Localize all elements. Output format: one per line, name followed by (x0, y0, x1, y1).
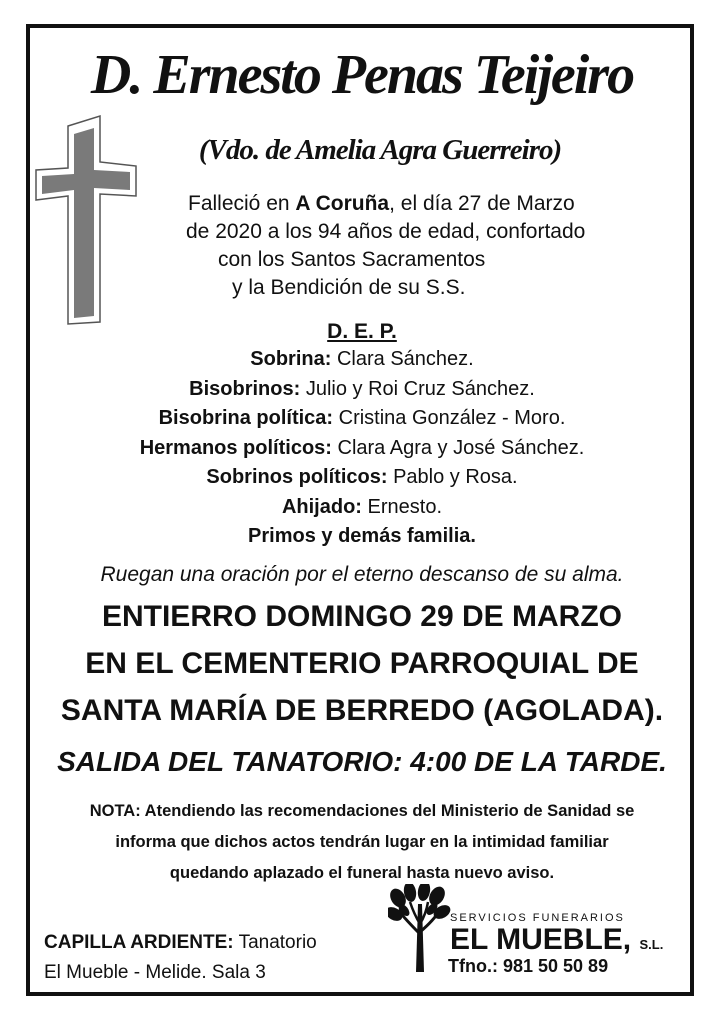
cross-icon (34, 114, 140, 326)
intro-line-3: con los Santos Sacramentos (218, 248, 486, 271)
death-announcement (150, 190, 640, 302)
dep-heading: D. E. P. (327, 320, 397, 343)
tree-logo-icon (388, 884, 454, 976)
family-row: Ahijado: Ernesto. (281, 495, 443, 518)
widower-of: (Vdo. de Amelia Agra Guerreiro) (198, 134, 562, 166)
other-family: Primos y demás familia. (248, 525, 476, 547)
family-row: Sobrina: Clara Sánchez. (250, 348, 474, 370)
logo-phone: Tfno.: 981 50 50 89 (448, 956, 609, 976)
burial-line-1: ENTIERRO DOMINGO 29 DE MARZO (101, 600, 623, 633)
intro-line-1: Falleció en A Coruña, el día 27 de Marzo (188, 192, 575, 215)
nota-line-1: NOTA: Atendiendo las recomendaciones del Ministerio de Sanidad se (89, 802, 635, 820)
departure-time: SALIDA DEL TANATORIO: 4:00 DE LA TARDE. (57, 746, 667, 777)
logo-tagline: SERVICIOS FUNERARIOS (450, 912, 625, 924)
funeral-home-logo (388, 884, 668, 984)
deceased-name: D. Ernesto Penas Teijeiro (90, 44, 634, 106)
burial-line-2: EN EL CEMENTERIO PARROQUIAL DE (85, 647, 639, 680)
nota-notice (40, 796, 684, 889)
family-row: Bisobrina política: Cristina González - Moro. (158, 407, 566, 429)
place-of-death: A Coruña (295, 192, 390, 215)
nota-line-3: quedando aplazado el funeral hasta nuevo aviso. (169, 864, 555, 882)
nota-line-2: informa que dichos actos tendrán lugar en la intimidad familiar (115, 833, 609, 851)
chapel-info (44, 928, 317, 988)
family-row: Hermanos políticos: Clara Agra y José Sánchez. (139, 436, 585, 459)
family-list (0, 345, 724, 552)
chapel-line-1: CAPILLA ARDIENTE: Tanatorio (44, 932, 317, 953)
burial-line-3: SANTA MARÍA DE BERREDO (AGOLADA). (60, 694, 664, 727)
prayer-request: Ruegan una oración por el eterno descanso de su alma. (100, 563, 624, 586)
intro-line-4: y la Bendición de su S.S. (232, 276, 466, 299)
burial-info (0, 593, 724, 734)
logo-company-name: EL MUEBLE, S.L. (450, 923, 664, 956)
intro-line-2: de 2020 a los 94 años de edad, confortado (186, 220, 586, 243)
family-row: Sobrinos políticos: Pablo y Rosa. (206, 466, 518, 488)
chapel-line-2: El Mueble - Melide. Sala 3 (44, 962, 266, 983)
family-row: Bisobrinos: Julio y Roi Cruz Sánchez. (189, 377, 535, 400)
